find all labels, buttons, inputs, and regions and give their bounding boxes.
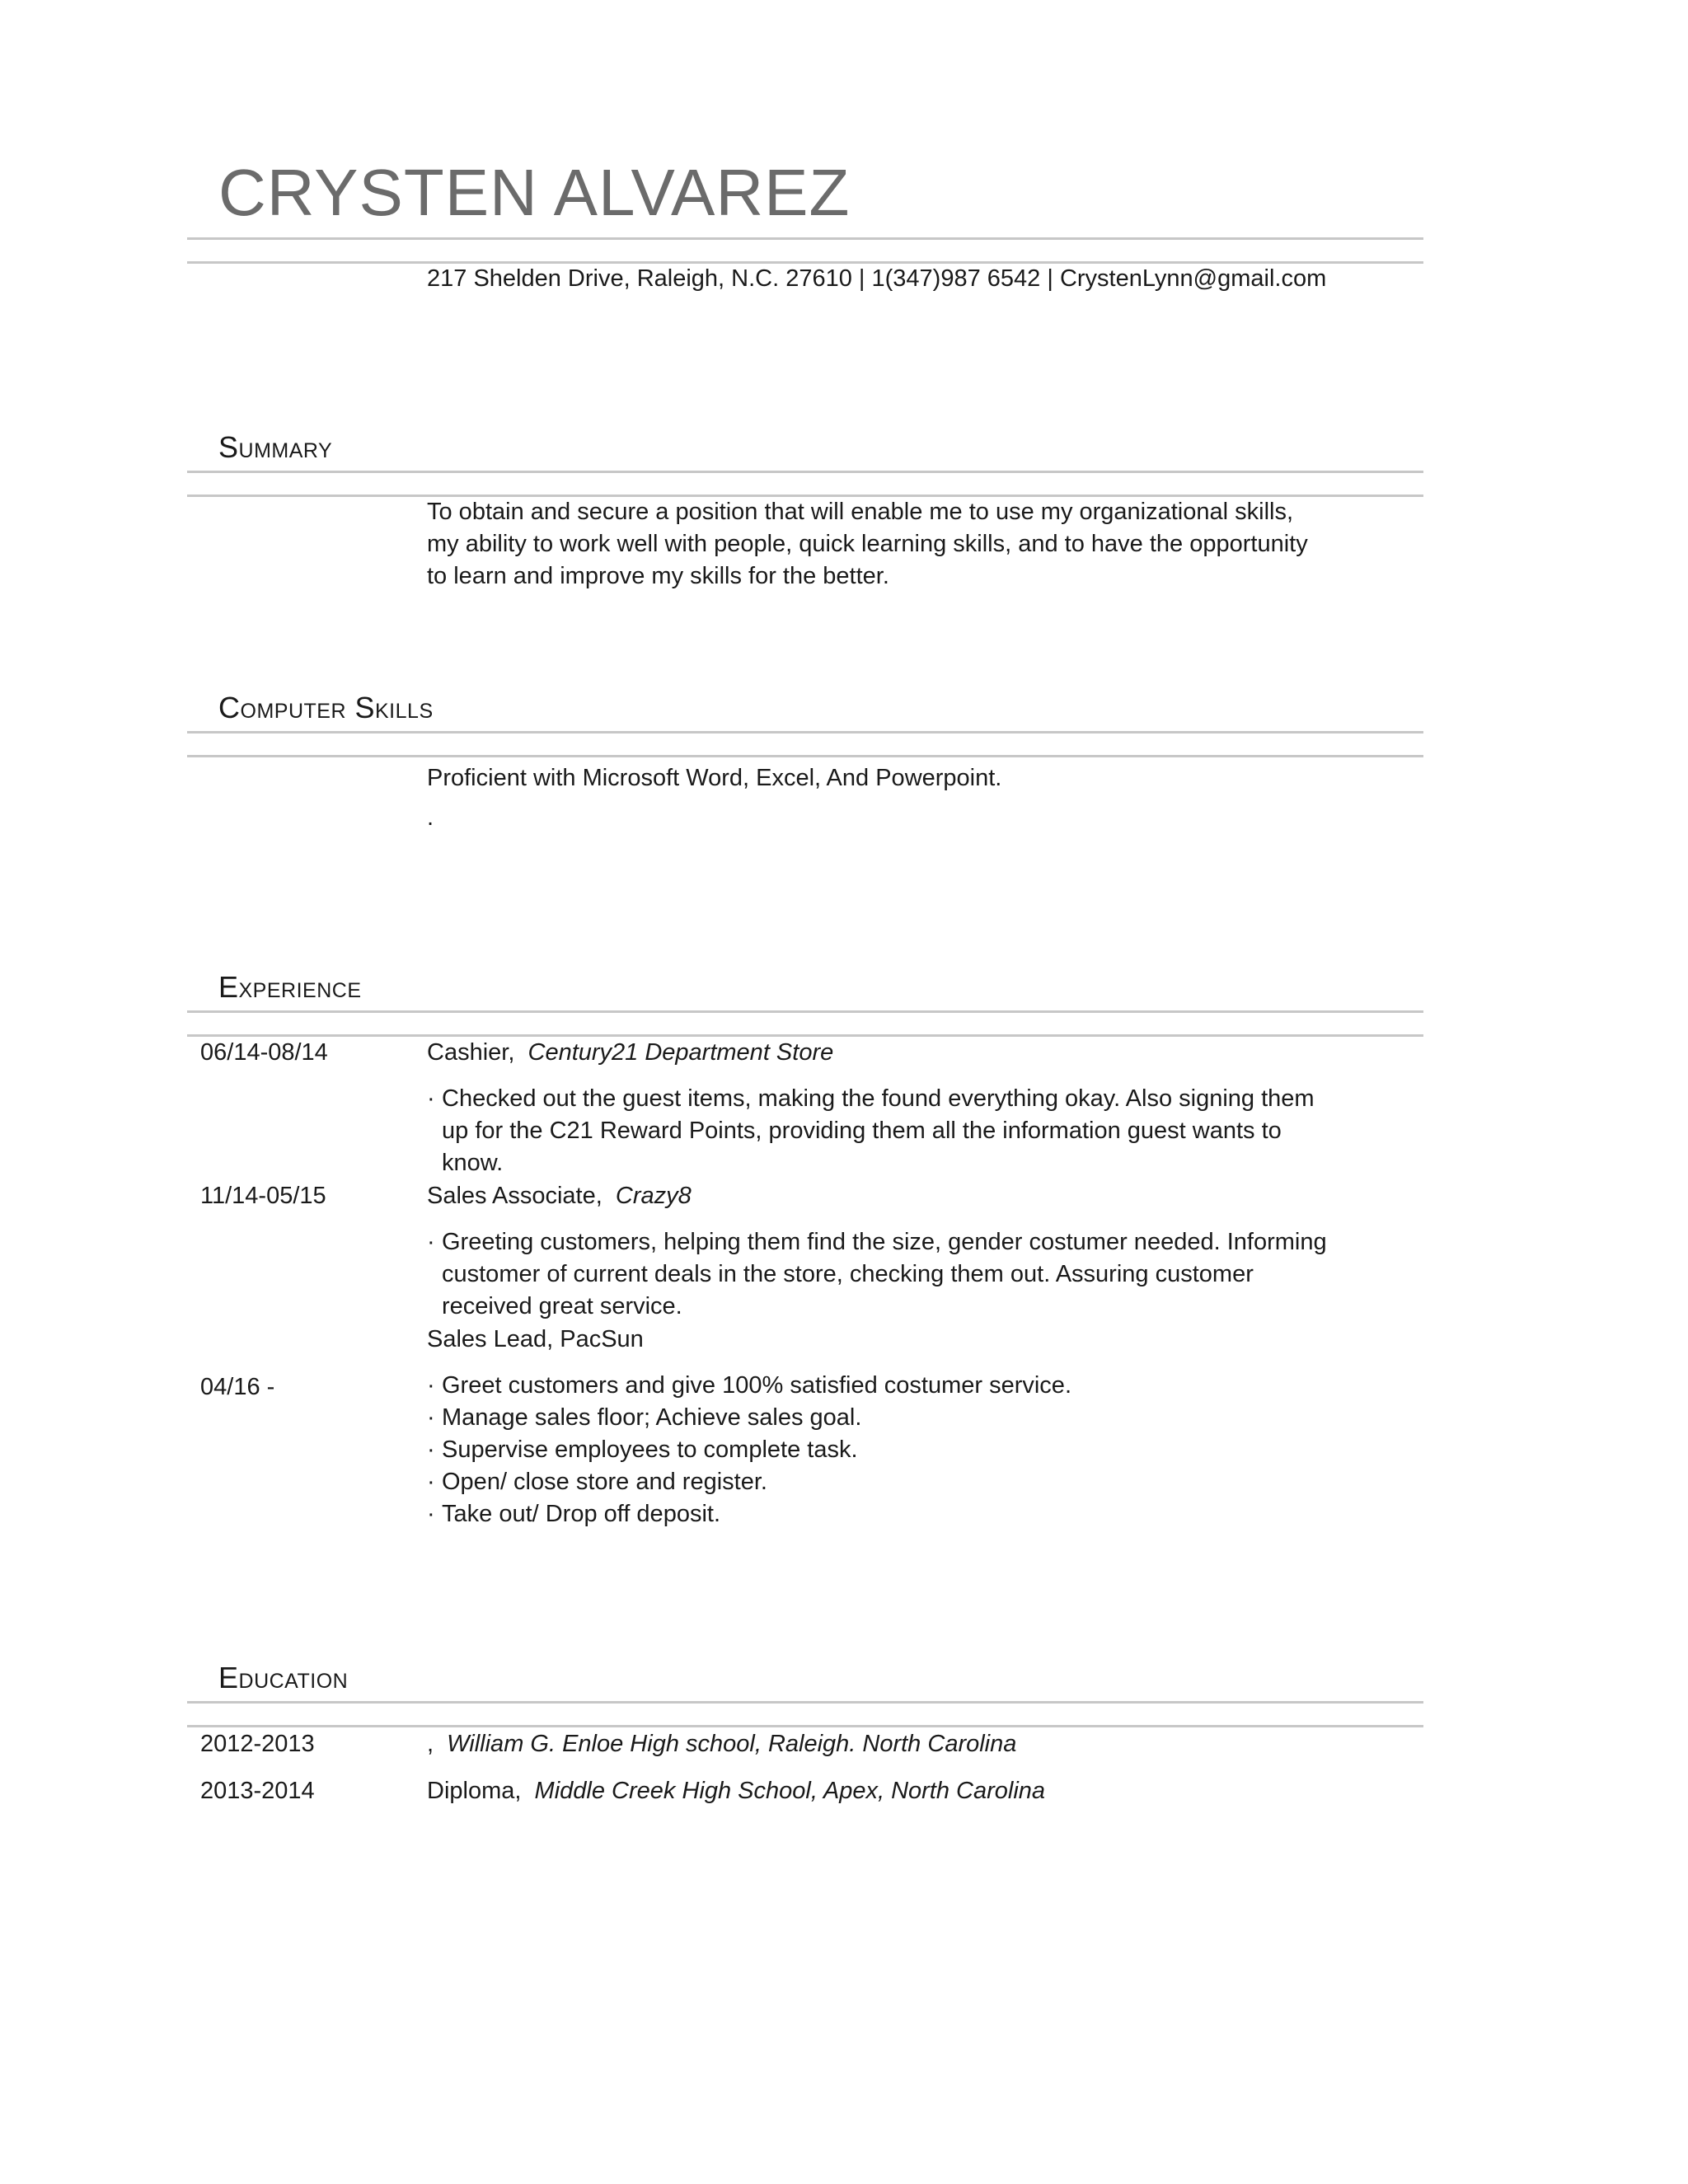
duty-item	[427, 1370, 1071, 1402]
divider	[187, 731, 1423, 733]
duty-item	[427, 1466, 1071, 1498]
summary-line: To obtain and secure a position that will enable me to use my organizational skills,	[427, 499, 1294, 525]
duty-line: Greeting customers, helping them find the size, gender costumer needed. Informing	[442, 1229, 1327, 1255]
duty-item	[427, 1083, 1315, 1179]
divider	[187, 471, 1423, 473]
resume-name: CRYSTEN ALVAREZ	[218, 156, 851, 229]
duty-line: Take out/ Drop off deposit.	[442, 1501, 721, 1527]
job-duties	[427, 1370, 1071, 1530]
education-dates: 2012-2013	[200, 1731, 315, 1757]
education-heading: Education	[218, 1661, 349, 1694]
experience-heading: Experience	[218, 970, 362, 1004]
duty-line: Manage sales floor; Achieve sales goal.	[442, 1404, 862, 1431]
duty-line: Greet customers and give 100% satisfied costumer service.	[442, 1372, 1071, 1399]
duty-line: Checked out the guest items, making the found everything okay. Also signing them	[442, 1085, 1315, 1112]
summary-line: to learn and improve my skills for the better.	[427, 563, 889, 589]
job-dates: 06/14-08/14	[200, 1039, 328, 1066]
job-employer: Century21 Department Store	[528, 1039, 834, 1066]
bullet-icon: ·	[427, 1229, 435, 1255]
bullet-icon: ·	[427, 1085, 435, 1112]
divider	[187, 261, 1423, 264]
job-role: Cashier,	[427, 1039, 528, 1066]
bullet-icon: ·	[427, 1404, 435, 1431]
duty-line: Supervise employees to complete task.	[442, 1436, 858, 1463]
job-employer: Crazy8	[615, 1183, 692, 1209]
divider	[187, 237, 1423, 240]
summary-text	[427, 496, 1308, 593]
duty-item	[427, 1226, 1327, 1323]
education-entry	[427, 1778, 1045, 1805]
skills-line: Proficient with Microsoft Word, Excel, And Powerpoint.	[427, 765, 1002, 791]
divider	[187, 1010, 1423, 1013]
duty-item	[427, 1434, 1071, 1466]
job-dates: 04/16 -	[200, 1374, 275, 1400]
education-dates: 2013-2014	[200, 1778, 315, 1804]
job-title	[427, 1183, 692, 1210]
summary-line: my ability to work well with people, quick learning skills, and to have the opportunity	[427, 531, 1308, 557]
divider	[187, 755, 1423, 757]
duty-item	[427, 1498, 1071, 1530]
job-title	[427, 1326, 644, 1353]
duty-line: Open/ close store and register.	[442, 1469, 767, 1495]
bullet-icon: ·	[427, 1436, 435, 1463]
duty-line: customer of current deals in the store, checking them out. Assuring customer	[442, 1261, 1254, 1287]
duty-item	[427, 1402, 1071, 1434]
job-duties	[427, 1226, 1327, 1323]
computer-skills-heading: Computer Skills	[218, 691, 434, 724]
job-role: Sales Associate,	[427, 1183, 616, 1209]
job-role: Sales Lead, PacSun	[427, 1326, 644, 1352]
education-school: Middle Creek High School, Apex, North Carolina	[534, 1778, 1046, 1804]
education-school: William G. Enloe High school, Raleigh. North Carolina	[447, 1731, 1017, 1757]
divider	[187, 1725, 1423, 1727]
duty-line: know.	[442, 1150, 504, 1176]
skills-line: .	[427, 804, 434, 831]
education-entry	[427, 1731, 1016, 1758]
education-degree: ,	[427, 1731, 448, 1757]
bullet-icon: ·	[427, 1501, 435, 1527]
job-duties	[427, 1083, 1315, 1179]
job-dates: 11/14-05/15	[200, 1183, 326, 1209]
bullet-icon: ·	[427, 1372, 435, 1399]
computer-skills-text	[427, 758, 1001, 837]
duty-line: up for the C21 Reward Points, providing them all the information guest wants to	[442, 1118, 1282, 1144]
bullet-icon: ·	[427, 1469, 435, 1495]
divider	[187, 1701, 1423, 1704]
duty-line: received great service.	[442, 1293, 682, 1319]
summary-heading: Summary	[218, 430, 333, 464]
divider	[187, 1034, 1423, 1037]
education-degree: Diploma,	[427, 1778, 535, 1804]
job-title	[427, 1039, 833, 1066]
contact-info: 217 Shelden Drive, Raleigh, N.C. 27610 | 1(347)987 6542 | CrystenLynn@gmail.com	[427, 265, 1327, 292]
